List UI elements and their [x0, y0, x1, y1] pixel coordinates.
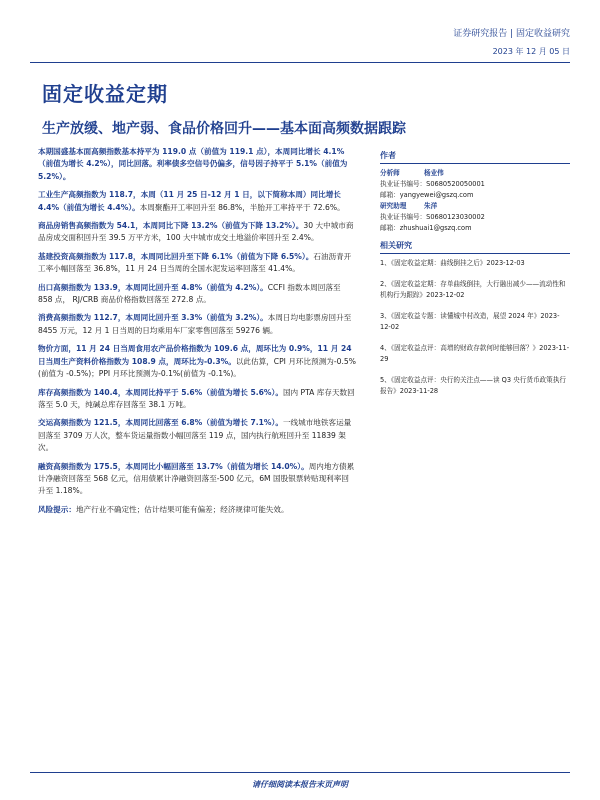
related-research-list	[380, 258, 570, 397]
analyst-info	[380, 168, 570, 234]
related-research-item[interactable]: 3、《固定收益专题：读懂城中村改造，展望 2024 年》2023-12-02	[380, 312, 560, 331]
assistant-email-label: 邮箱：	[380, 224, 400, 232]
assistant-role: 研究助理	[380, 202, 407, 210]
analyst-email-label: 邮箱：	[380, 191, 400, 199]
analyst-role: 分析师	[380, 169, 400, 177]
report-type: 固定收益定期	[42, 82, 168, 106]
risk-warning: 风险提示：地产行业不确定性；估计结果可能有偏差；经济规律可能失效。	[38, 504, 289, 514]
assistant-cert-label: 执业证书编号：	[380, 213, 427, 221]
assistant-email[interactable]: zhushuai1@gszq.com	[399, 224, 472, 232]
summary-paragraph: 出口高频指数为 133.9，本周同比回升至 4.8%（前值为 4.2%）。CCFI 指数本周回落至 858 点， RJ/CRB 商品价格指数回落至 272.8 点。	[38, 282, 341, 305]
assistant-cert: S0680123030002	[426, 213, 485, 221]
footer-divider	[30, 772, 570, 773]
summary-paragraph: 物价方面，11 月 24 日当周食用农产品价格指数为 109.6 点，周环比为 0.9%，11 月 24 日当周生产资料价格指数为 108.9 点，周环比为-0.3%。以此估算，CPI 月环比预测为-0.5%(前值为 -0.5%)；PPI 月环比预测为-0.1%(前值为 -0.1%)。	[38, 344, 356, 379]
summary-paragraph: 交运高频指数为 121.5，本周同比回落至 6.8%（前值为增长 7.1%）。一线城市地铁客运量回落至 3709 万人次，整车货运量指数小幅回落至 119 点，国内执行航班回升至 11839 架次。	[38, 418, 352, 453]
analyst-email[interactable]: yangyewei@gszq.com	[399, 191, 474, 199]
analyst-name: 杨业伟	[424, 169, 444, 177]
header-category: 证券研究报告 | 固定收益研究	[453, 29, 570, 39]
summary-paragraph: 商品房销售高频指数为 54.1，本周同比下降 13.2%（前值为下降 13.2%）。30 大中城市商品房成交面积回升至 39.5 万平方米，100 大中城市成交土地溢价率回升至 2.4%。	[38, 221, 354, 243]
related-research-title: 相关研究	[380, 240, 570, 254]
analyst-cert-label: 执业证书编号：	[380, 180, 427, 188]
summary-column	[38, 146, 356, 522]
authors-title: 作者	[380, 150, 570, 164]
report-title: 生产放缓、地产弱、食品价格回升——基本面高频数据跟踪	[42, 121, 406, 137]
related-research-item[interactable]: 4、《固定收益点评：高增的财政存款何时能够回落？》2023-11-29	[380, 344, 570, 363]
sidebar	[380, 150, 570, 407]
summary-paragraph: 融资高频指数为 175.5，本周同比小幅回落至 13.7%（前值为增长 14.0%）。周内地方债累计净融资回落至 568 亿元，信用债累计净融资回落至-500 亿元，6M 国股银票转贴现利率回升至 1.18%。	[38, 461, 355, 496]
summary-paragraph: 本期国盛基本面高频指数基本持平为 119.0 点（前值为 119.1 点），本周同比增长 4.1%（前值为增长 4.2%），同比回落。利率债多空信号仍偏多，信号因子持平于 5.1%（前值为 5.2%）。	[38, 147, 348, 181]
related-research-item[interactable]: 1、《固定收益定期：曲线倒挂之后》2023-12-03	[380, 259, 525, 267]
related-research-item[interactable]: 2、《固定收益定期：存单曲线倒挂，大行融出减少——流动性和机构行为跟踪》2023-12-02	[380, 280, 566, 299]
header-divider	[30, 62, 570, 63]
summary-paragraph: 基建投资高频指数为 117.8，本周同比回升至下降 6.1%（前值为下降 6.5%）。石油沥青开工率小幅回落至 36.8%，11 月 24 日当周的全国水泥发运率回落至 41.4%。	[38, 251, 352, 274]
summary-paragraph: 工业生产高频指数为 118.7，本周（11 月 25 日-12 月 1 日，以下简称本周）同比增长 4.4%（前值为增长 4.4%）。本周聚酯开工率回升至 86.8%，半胎开工率持平于 72.6%。	[38, 190, 345, 212]
report-date: 2023 年 12 月 05 日	[492, 47, 570, 56]
related-research-item[interactable]: 5、《固定收益点评：央行的关注点——读 Q3 央行货币政策执行报告》2023-11-28	[380, 376, 566, 395]
analyst-cert: S0680520050001	[426, 180, 485, 188]
summary-paragraph: 库存高频指数为 140.4，本周同比持平于 5.6%（前值为增长 5.6%）。国内 PTA 库存天数回落至 5.0 天，纯碱总库存回落至 38.1 万吨。	[38, 387, 355, 409]
summary-paragraph: 消费高频指数为 112.7，本周同比回升至 3.3%（前值为 3.2%）。本周日均电影票房回升至 8455 万元，12 月 1 日当周的日均乘用车厂家零售回落至 59276 辆。	[38, 313, 352, 335]
assistant-name: 朱洋	[424, 202, 438, 210]
footer-disclaimer: 请仔细阅读本报告末页声明	[252, 780, 348, 789]
